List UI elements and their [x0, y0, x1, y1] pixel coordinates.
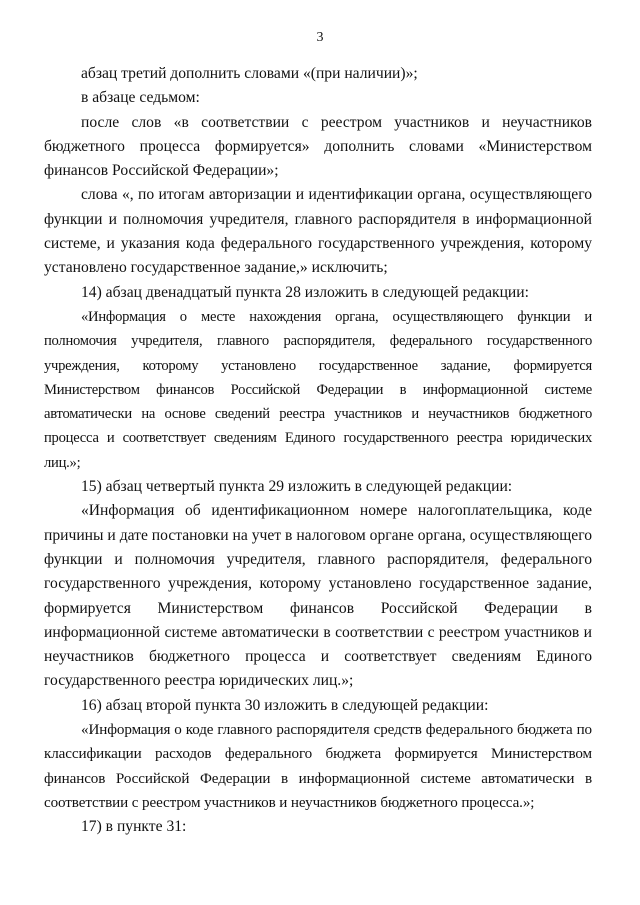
paragraph-1: абзац третий дополнить словами «(при наличии)»;: [81, 65, 418, 82]
paragraph-6: «Информация о месте нахождения органа, осуществляющего функции и полномочия учредителя, главного распорядителя, федерального государственного учреждения, которому установлено государственное задание, формируется Министерством финансов Российской Федерации в информационной системе автоматически на основе сведений реестра участников и неучастников бюджетного процесса и соответствует сведениям Единого государственного реестра юридических лиц.»;: [44, 308, 592, 471]
paragraph-4: слова «, по итогам авторизации и идентификации органа, осуществляющего функции и полномочия учредителя, главного распорядителя в информационной системе, и указания кода федерального государственного учреждения, которому установлено государственное задание,» исключить;: [44, 186, 592, 277]
paragraph-10: «Информация о коде главного распорядителя средств федерального бюджета по классификации расходов федерального бюджета формируется Министерством финансов Российской Федерации в информационной системе автоматически в соответствии с реестром участников и неучастников бюджетного процесса.»;: [44, 722, 592, 811]
paragraph-9: 16) абзац второй пункта 30 изложить в следующей редакции:: [81, 696, 489, 714]
paragraph-11: 17) в пункте 31:: [81, 818, 187, 836]
document-body: [44, 62, 592, 840]
paragraph-5: 14) абзац двенадцатый пункта 28 изложить в следующей редакции:: [81, 283, 529, 301]
paragraph-2: в абзаце седьмом:: [81, 89, 200, 107]
paragraph-8: «Информация об идентификационном номере налогоплательщика, коде причины и дате постановки на учет в налоговом органе органа, осуществляющего функции и полномочия учредителя, главного распорядителя, федерального государственного учреждения, которому установлено государственное задание, формируется Министерством финансов Российской Федерации в информационной системе автоматически в соответствии с реестром участников и неучастников бюджетного процесса и соответствует сведениям Единого государственного реестра юридических лиц.»;: [44, 502, 592, 690]
paragraph-3: после слов «в соответствии с реестром участников и неучастников бюджетного процесса формируется» дополнить словами «Министерством финансов Российской Федерации»;: [44, 113, 592, 180]
page-number: 3: [316, 30, 324, 45]
paragraph-7: 15) абзац четвертый пункта 29 изложить в следующей редакции:: [81, 478, 513, 496]
